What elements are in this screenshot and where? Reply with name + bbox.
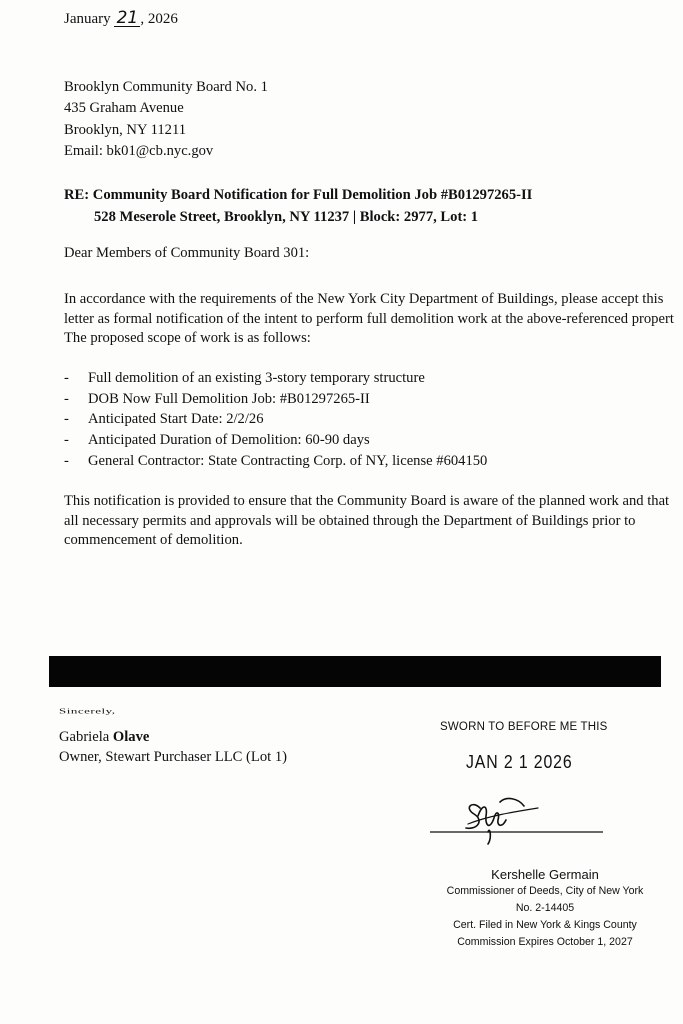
list-item-text: Full demolition of an existing 3-story temporary structure — [88, 370, 425, 386]
list-item — [64, 430, 487, 451]
salutation: Dear Members of Community Board 301: — [64, 245, 310, 261]
notary-expires: Commission Expires October 1, 2027 — [457, 936, 633, 948]
list-item-text: DOB Now Full Demolition Job: #B01297265-II — [88, 390, 370, 407]
signer-title: Owner, Stewart Purchaser LLC (Lot 1) — [59, 749, 287, 765]
notary-filed: Cert. Filed in New York & Kings County — [453, 919, 637, 931]
notary-title: Commissioner of Deeds, City of New York — [446, 885, 644, 897]
subject-line — [64, 185, 532, 228]
bullet-dash: - — [64, 432, 69, 449]
list-item — [64, 409, 487, 430]
letter-date — [64, 10, 178, 28]
notary-signature-icon — [428, 786, 608, 846]
list-item — [64, 389, 487, 410]
bullet-dash: - — [64, 411, 69, 428]
signer-first-name: Gabriela — [59, 729, 113, 745]
list-item-text: General Contractor: State Contracting Corp. of NY, license #604150 — [88, 452, 488, 469]
signer-name — [59, 727, 287, 747]
date-day-handwritten: 21 — [114, 10, 140, 27]
paragraph-line: This notification is provided to ensure that the Community Board is aware of the planned work and that — [64, 493, 670, 509]
recipient-name: Brooklyn Community Board No. 1 — [64, 79, 268, 95]
notary-number: No. 2-14405 — [515, 902, 575, 914]
subject-line-2: 528 Meserole Street, Brooklyn, NY 11237 | Block: 2977, Lot: 1 — [94, 208, 479, 225]
date-month: January — [64, 11, 111, 27]
bullet-dash: - — [64, 452, 69, 469]
bullet-dash: - — [64, 370, 69, 386]
recipient-city: Brooklyn, NY 11211 — [64, 121, 187, 138]
scope-list — [64, 368, 487, 472]
signer-block — [59, 727, 287, 767]
paragraph-line: letter as formal notification of the intent to perform full demolition work at the above-referenced propert — [64, 310, 674, 327]
notary-name: Kershelle Germain — [491, 867, 599, 882]
sworn-label: SWORN TO BEFORE ME THIS — [440, 721, 608, 733]
subject-line-1: RE: Community Board Notification for Full Demolition Job #B01297265-II — [64, 187, 533, 203]
recipient-email: Email: bk01@cb.nyc.gov — [64, 142, 214, 159]
bullet-dash: - — [64, 390, 69, 407]
paragraph-line: The proposed scope of work is as follows: — [64, 330, 311, 346]
closing-paragraph — [64, 492, 669, 551]
list-item-text: Anticipated Duration of Demolition: 60-90 days — [88, 432, 370, 449]
signer-last-name: Olave — [112, 729, 150, 745]
recipient-street: 435 Graham Avenue — [64, 100, 184, 117]
paragraph-line: In accordance with the requirements of the New York City Department of Buildings, please accept this — [64, 291, 664, 307]
valediction-partial: Sincerely, — [59, 707, 116, 716]
intro-paragraph — [64, 290, 674, 349]
list-item-text: Anticipated Start Date: 2/2/26 — [88, 411, 264, 428]
recipient-address — [64, 77, 268, 162]
date-year: , 2026 — [140, 11, 178, 27]
redaction-bar — [49, 656, 661, 687]
list-item — [64, 451, 487, 472]
paragraph-line: all necessary permits and approvals will be obtained through the Department of Buildings prior to — [64, 512, 636, 529]
paragraph-line: commencement of demolition. — [64, 532, 243, 548]
list-item — [64, 368, 487, 389]
notary-block — [430, 866, 660, 951]
notary-date-stamp: JAN 2 1 2026 — [466, 752, 573, 772]
